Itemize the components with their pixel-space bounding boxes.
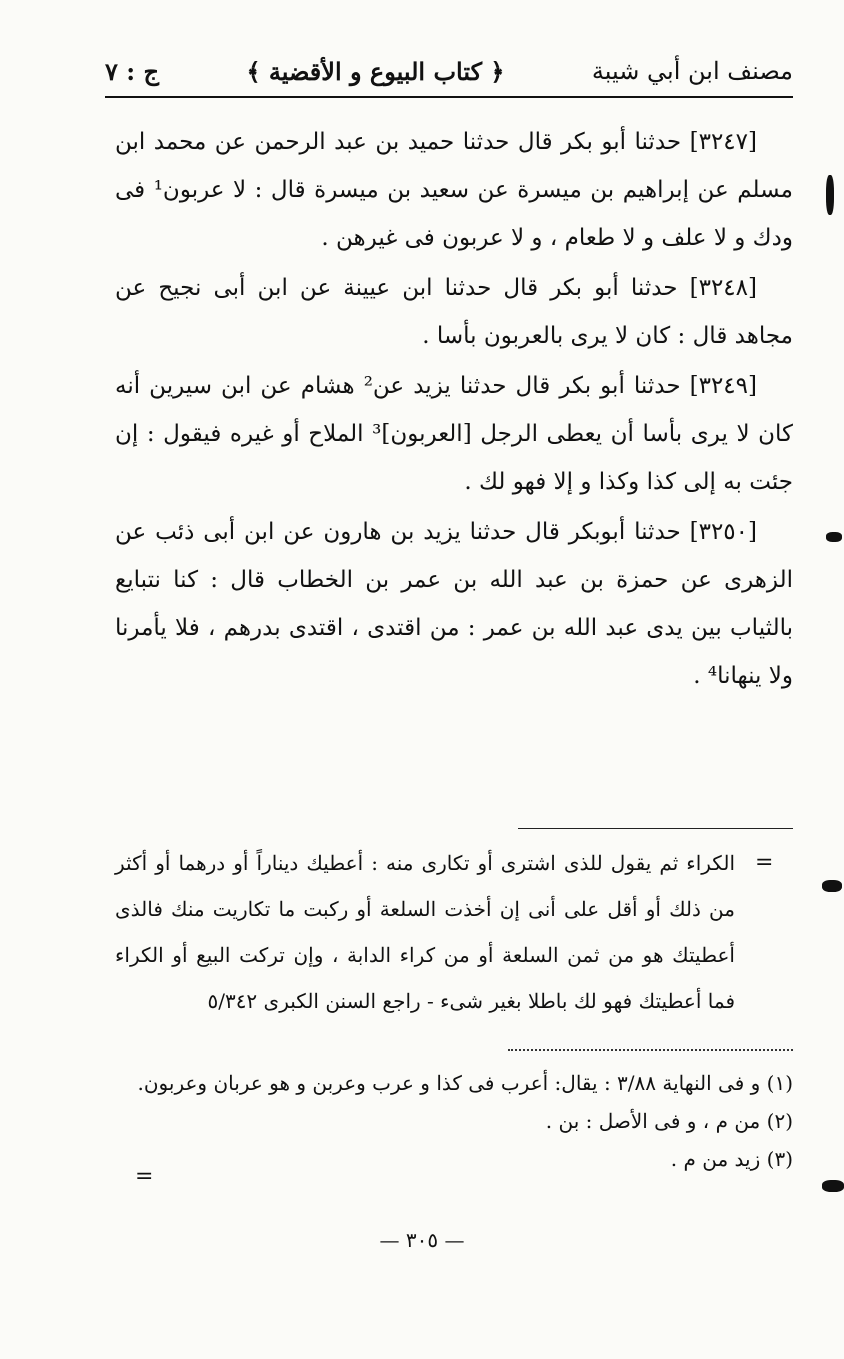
side-mark: = (135, 1164, 154, 1189)
footnote-1: (١) و فى النهاية ٣/٨٨ : يقال: أعرب فى كذا و عرب وعربن و هو عربان وعربون. (137, 1071, 793, 1095)
hadith-3247: [٣٢٤٧] حدثنا أبو بكر قال حدثنا حميد بن عبد الرحمن عن محمد ابن مسلم عن إبراهيم بن ميسرة عن سعيد بن ميسرة قال : لا عربون¹ فى ودك و لا علف و لا طعام ، و لا عربون فى غيرهن . (115, 129, 793, 251)
header-rule (105, 96, 793, 98)
continuation-mark: = (755, 850, 774, 875)
hadith-3250: [٣٢٥٠] حدثنا أبوبكر قال حدثنا يزيد بن هارون عن ابن أبى ذئب عن الزهرى عن حمزة بن عبد الله بن عمر بن الخطاب قال : كنا نتبايع بالثياب بين يدى عبد الله بن عمر : من اقتدى ، اقتدى بدرهم ، فلا يأمرنا ولا ينهانا⁴ . (115, 519, 793, 689)
footnote-3: (٣) زيد من م . (670, 1147, 793, 1171)
book-title: مصنف ابن أبي شيبة (591, 57, 793, 85)
wavy-separator (508, 1049, 793, 1051)
continued-footnote: الكراء ثم يقول للذى اشترى أو تكارى منه : أعطيك ديناراً أو درهما أو أكثر من ذلك أو أقل على أنى إن أخذت السلعة أو ركبت ما تكاريت منك فالذى أعطيتك هو من ثمن السلعة أو من كراء الدابة ، وإن تركت البيع أو الكراء فما أعطيتك فهو لك باطلا بغير شىء - راجع السنن الكبرى ٥/٣٤٢ (115, 851, 735, 1013)
binding-hole-mark (822, 880, 842, 892)
footnote-2: (٢) من م ، و فى الأصل : بن . (545, 1109, 793, 1133)
main-text (115, 118, 793, 702)
binding-hole-mark (826, 532, 842, 542)
hadith-3248: [٣٢٤٨] حدثنا أبو بكر قال حدثنا ابن عيينة عن ابن أبى نجيح عن مجاهد قال : كان لا يرى بالعربون بأسا . (115, 275, 793, 349)
running-header (105, 48, 793, 94)
hadith-3249: [٣٢٤٩] حدثنا أبو بكر قال حدثنا يزيد عن² هشام عن ابن سيرين أنه كان لا يرى بأسا أن يعطى الرجل [العربون]³ الملاح أو غيره فيقول : إن جئت به إلى كذا وكذا و إلا فهو لك . (115, 373, 793, 495)
footnotes (110, 1064, 793, 1178)
binding-hole-mark (822, 1180, 844, 1192)
footnote-separator (518, 828, 793, 829)
binding-hole-mark (826, 175, 834, 215)
chapter-title: ﴿ كتاب البيوع و الأقضية ﴾ (246, 56, 505, 86)
volume-number: ج : ٧ (105, 56, 159, 86)
page-number: — ٣٠٥ — (379, 1228, 465, 1252)
